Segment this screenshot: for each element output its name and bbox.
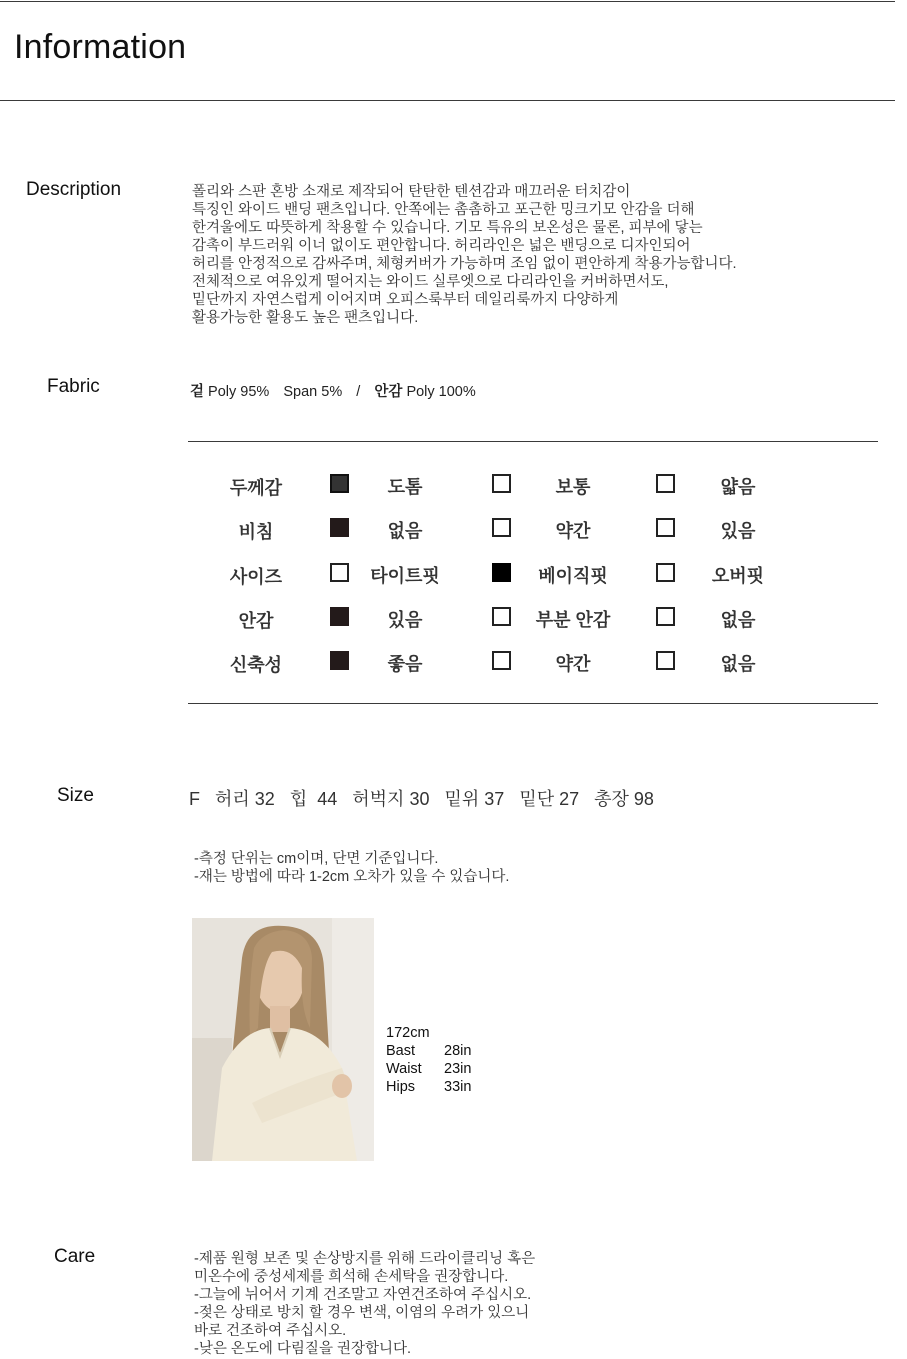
care-line: -젖은 상태로 방치 할 경우 변색, 이염의 우려가 있으니 [194,1305,530,1321]
attribute-name: 신축성 [229,655,283,675]
top-rule [0,1,895,2]
attribute-row-sheerness [188,514,878,542]
option-label: 보통 [555,477,591,497]
option-checkbox[interactable] [656,518,675,537]
option-checkbox[interactable] [492,607,511,626]
care-text [194,1250,535,1358]
fabric-separator: / [356,384,361,400]
option-label: 도톰 [387,477,423,497]
description-line: 전체적으로 여유있게 떨어지는 와이드 실루엣으로 다리라인을 커버하면서도, [192,274,669,290]
model-spec-key: Waist [386,1061,422,1077]
care-line: -제품 원형 보존 및 손상방지를 위해 드라이클리닝 혹은 [194,1251,536,1267]
model-height: 172cm [386,1025,430,1041]
grid-bottom-rule [188,703,878,704]
option-checkbox[interactable] [492,563,511,582]
description-line: 한겨울에도 따뜻하게 착용할 수 있습니다. 기모 특유의 보온성은 물론, 피부에 닿는 [192,220,703,236]
care-line: 미온수에 중성세제를 희석해 손세탁을 권장합니다. [194,1269,509,1285]
model-spec-key: Hips [386,1079,416,1095]
header-rule [0,100,895,101]
model-spec-value: 23in [444,1061,472,1077]
option-checkbox[interactable] [330,563,349,582]
option-label: 있음 [720,521,756,541]
attribute-row-stretch [188,647,878,675]
fabric-lining-value: Poly 100% [406,384,476,400]
care-label: Care [54,1246,96,1267]
attribute-row-lining [188,603,878,631]
size-measurement: 허리 32 [215,789,275,809]
option-checkbox[interactable] [330,651,349,670]
size-measurement: F [189,789,200,809]
page-title: Information [14,28,187,66]
model-spec-value: 33in [444,1079,472,1095]
size-measurement: 밑위 37 [444,789,505,809]
option-checkbox[interactable] [656,607,675,626]
option-label: 부분 안감 [535,610,611,630]
option-checkbox[interactable] [656,474,675,493]
fabric-outer-label: 겉 [190,384,205,400]
option-checkbox[interactable] [656,563,675,582]
option-label: 약간 [555,654,591,674]
option-label: 없음 [387,521,423,541]
option-label: 없음 [720,654,756,674]
description-line: 밑단까지 자연스럽게 이어지며 오피스룩부터 데일리룩까지 다양하게 [192,292,619,308]
care-line: -낮은 온도에 다림질을 권장합니다. [194,1341,412,1357]
option-label: 있음 [387,610,423,630]
fabric-outer-value: Poly 95% [208,384,270,400]
option-label: 타이트핏 [370,566,440,586]
option-checkbox[interactable] [492,651,511,670]
description-line: 감촉이 부드러워 이너 없이도 편안합니다. 허리라인은 넓은 밴딩으로 디자인되어 [192,238,691,254]
grid-top-rule [188,441,878,442]
option-checkbox[interactable] [330,607,349,626]
fabric-lining-label: 안감 [374,384,403,400]
option-checkbox[interactable] [330,474,349,493]
attribute-row-thickness [188,470,878,498]
model-specs [386,1024,471,1096]
description-line: 활용가능한 활용도 높은 팬츠입니다. [192,310,419,326]
description-line: 특징인 와이드 밴딩 팬츠입니다. 안쪽에는 촘촘하고 포근한 밍크기모 안감을 더해 [192,202,695,218]
option-label: 베이직핏 [538,566,608,586]
option-checkbox[interactable] [656,651,675,670]
size-label: Size [57,785,94,806]
attribute-name: 안감 [238,611,274,631]
model-spec-value: 28in [444,1043,472,1059]
size-measurement: 힙 44 [289,789,338,809]
size-measurement: 밑단 27 [519,789,580,809]
description-line: 폴리와 스판 혼방 소재로 제작되어 탄탄한 텐션감과 매끄러운 터치감이 [192,184,631,200]
model-illustration [192,918,374,1161]
description-label: Description [26,179,122,200]
size-measurement: 허벅지 30 [352,789,430,809]
attribute-name: 두께감 [229,478,283,498]
option-checkbox[interactable] [330,518,349,537]
option-checkbox[interactable] [492,518,511,537]
option-checkbox[interactable] [492,474,511,493]
attribute-name: 사이즈 [229,567,283,587]
option-label: 얇음 [720,477,756,497]
model-photo [192,918,374,1161]
option-label: 없음 [720,610,756,630]
option-label: 오버핏 [711,566,765,586]
option-label: 좋음 [387,654,423,674]
option-label: 약간 [555,521,591,541]
description-line: 허리를 안정적으로 감싸주며, 체형커버가 가능하며 조임 없이 편안하게 착용가능합니다. [192,256,737,272]
fabric-composition [190,380,476,401]
fabric-label: Fabric [47,376,100,397]
care-line: 바로 건조하여 주십시오. [194,1323,347,1339]
attribute-row-fit [188,559,878,587]
size-notes [194,850,509,886]
size-measurements [189,785,664,811]
attribute-name: 비침 [238,522,274,542]
size-measurement: 총장 98 [594,789,654,809]
size-note: -측정 단위는 cm이며, 단면 기준입니다. [194,851,439,867]
fabric-outer-value2: Span 5% [283,384,343,400]
model-spec-key: Bast [386,1043,416,1059]
description-text [192,183,737,327]
size-note: -재는 방법에 따라 1-2cm 오차가 있을 수 있습니다. [194,869,510,885]
care-line: -그늘에 뉘어서 기계 건조말고 자연건조하여 주십시오. [194,1287,532,1303]
